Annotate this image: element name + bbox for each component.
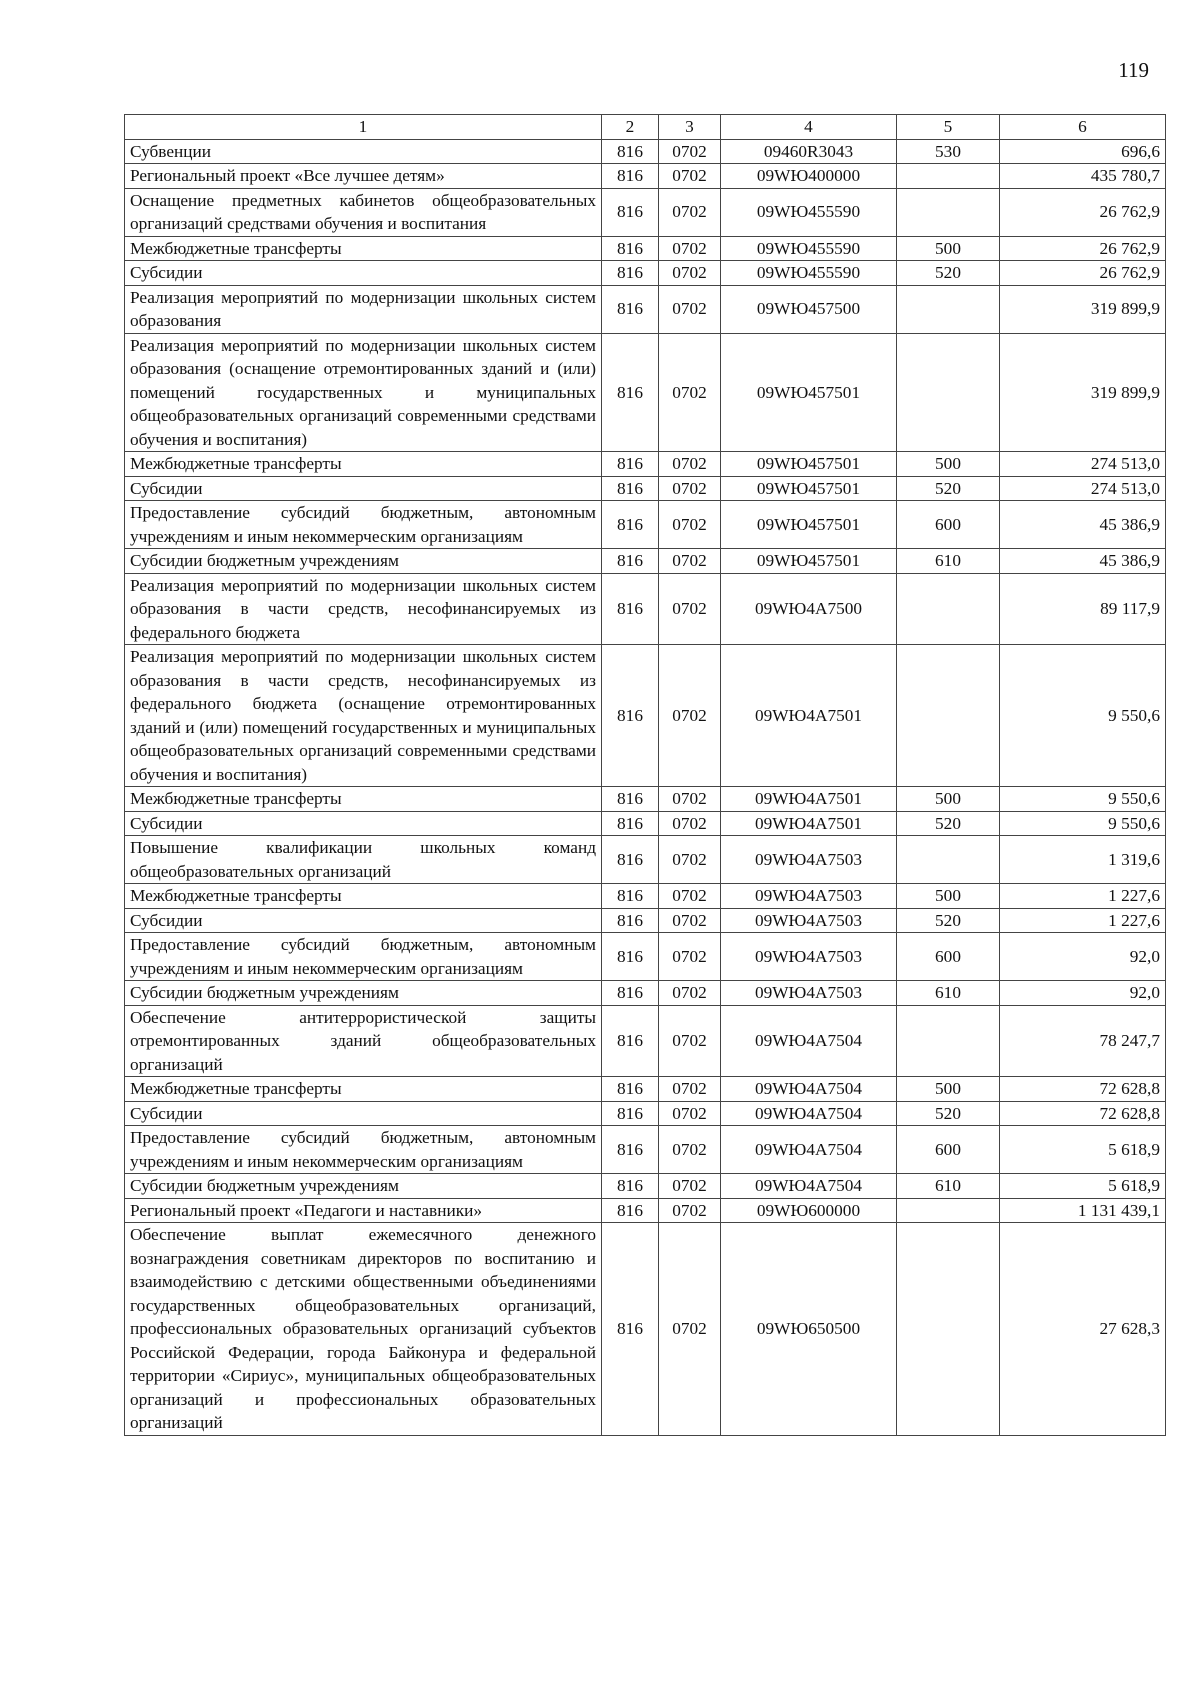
ministry-code-cell: 816 <box>602 573 659 645</box>
amount-cell: 319 899,9 <box>1000 285 1166 333</box>
ministry-code-cell: 816 <box>602 261 659 286</box>
section-code-cell: 0702 <box>659 1174 721 1199</box>
column-header: 6 <box>1000 115 1166 140</box>
amount-cell: 92,0 <box>1000 933 1166 981</box>
expense-kind-cell: 500 <box>897 236 1000 261</box>
amount-cell: 1 319,6 <box>1000 836 1166 884</box>
row-name-cell: Реализация мероприятий по модернизации школьных систем образования в части средств, несофинансируемых из федерального бюджета (оснащение отремонтированных зданий и (или) помещений государственных и муниципальных общеобразовательных организаций современными средствами обучения и воспитания) <box>125 645 602 787</box>
ministry-code-cell: 816 <box>602 1223 659 1436</box>
amount-cell: 274 513,0 <box>1000 476 1166 501</box>
row-name-cell: Субсидии бюджетным учреждениям <box>125 1174 602 1199</box>
section-code-cell: 0702 <box>659 1223 721 1436</box>
ministry-code-cell: 816 <box>602 188 659 236</box>
table-row <box>125 285 1166 333</box>
amount-cell: 9 550,6 <box>1000 811 1166 836</box>
ministry-code-cell: 816 <box>602 164 659 189</box>
amount-cell: 45 386,9 <box>1000 501 1166 549</box>
target-article-cell: 09460R3043 <box>721 139 897 164</box>
expense-kind-cell <box>897 573 1000 645</box>
ministry-code-cell: 816 <box>602 1198 659 1223</box>
expense-kind-cell: 520 <box>897 811 1000 836</box>
row-name-cell: Повышение квалификации школьных команд общеобразовательных организаций <box>125 836 602 884</box>
table-row <box>125 981 1166 1006</box>
expense-kind-cell: 500 <box>897 787 1000 812</box>
target-article-cell: 09WЮ4А7503 <box>721 981 897 1006</box>
amount-cell: 9 550,6 <box>1000 645 1166 787</box>
table-header-row <box>125 115 1166 140</box>
ministry-code-cell: 816 <box>602 884 659 909</box>
table-row <box>125 884 1166 909</box>
amount-cell: 45 386,9 <box>1000 549 1166 574</box>
row-name-cell: Межбюджетные трансферты <box>125 787 602 812</box>
column-header: 2 <box>602 115 659 140</box>
amount-cell: 27 628,3 <box>1000 1223 1166 1436</box>
expense-kind-cell <box>897 1005 1000 1077</box>
column-header: 4 <box>721 115 897 140</box>
target-article-cell: 09WЮ650500 <box>721 1223 897 1436</box>
amount-cell: 696,6 <box>1000 139 1166 164</box>
table-row <box>125 573 1166 645</box>
expense-kind-cell: 520 <box>897 261 1000 286</box>
target-article-cell: 09WЮ455590 <box>721 188 897 236</box>
row-name-cell: Предоставление субсидий бюджетным, автономным учреждениям и иным некоммерческим организациям <box>125 1126 602 1174</box>
target-article-cell: 09WЮ4А7503 <box>721 884 897 909</box>
row-name-cell: Межбюджетные трансферты <box>125 236 602 261</box>
target-article-cell: 09WЮ455590 <box>721 236 897 261</box>
row-name-cell: Межбюджетные трансферты <box>125 452 602 477</box>
table-row <box>125 1198 1166 1223</box>
section-code-cell: 0702 <box>659 285 721 333</box>
amount-cell: 5 618,9 <box>1000 1174 1166 1199</box>
ministry-code-cell: 816 <box>602 476 659 501</box>
table-row <box>125 811 1166 836</box>
amount-cell: 92,0 <box>1000 981 1166 1006</box>
target-article-cell: 09WЮ4А7503 <box>721 933 897 981</box>
section-code-cell: 0702 <box>659 549 721 574</box>
table-row <box>125 1126 1166 1174</box>
amount-cell: 319 899,9 <box>1000 333 1166 452</box>
ministry-code-cell: 816 <box>602 645 659 787</box>
row-name-cell: Субсидии <box>125 908 602 933</box>
amount-cell: 72 628,8 <box>1000 1101 1166 1126</box>
section-code-cell: 0702 <box>659 1077 721 1102</box>
row-name-cell: Субсидии бюджетным учреждениям <box>125 549 602 574</box>
table-row <box>125 787 1166 812</box>
target-article-cell: 09WЮ4А7504 <box>721 1126 897 1174</box>
expense-kind-cell <box>897 1198 1000 1223</box>
target-article-cell: 09WЮ455590 <box>721 261 897 286</box>
ministry-code-cell: 816 <box>602 1005 659 1077</box>
section-code-cell: 0702 <box>659 1198 721 1223</box>
target-article-cell: 09WЮ4А7500 <box>721 573 897 645</box>
table-row <box>125 164 1166 189</box>
section-code-cell: 0702 <box>659 139 721 164</box>
ministry-code-cell: 816 <box>602 981 659 1006</box>
column-header: 1 <box>125 115 602 140</box>
ministry-code-cell: 816 <box>602 1126 659 1174</box>
column-header: 3 <box>659 115 721 140</box>
expense-kind-cell: 500 <box>897 1077 1000 1102</box>
ministry-code-cell: 816 <box>602 908 659 933</box>
table-row <box>125 476 1166 501</box>
table-row <box>125 1101 1166 1126</box>
target-article-cell: 09WЮ400000 <box>721 164 897 189</box>
section-code-cell: 0702 <box>659 452 721 477</box>
row-name-cell: Субсидии <box>125 261 602 286</box>
expense-kind-cell <box>897 1223 1000 1436</box>
section-code-cell: 0702 <box>659 811 721 836</box>
section-code-cell: 0702 <box>659 1005 721 1077</box>
amount-cell: 435 780,7 <box>1000 164 1166 189</box>
table-body <box>125 139 1166 1435</box>
amount-cell: 26 762,9 <box>1000 188 1166 236</box>
section-code-cell: 0702 <box>659 836 721 884</box>
target-article-cell: 09WЮ4А7503 <box>721 908 897 933</box>
target-article-cell: 09WЮ457501 <box>721 452 897 477</box>
target-article-cell: 09WЮ457501 <box>721 549 897 574</box>
target-article-cell: 09WЮ457501 <box>721 501 897 549</box>
ministry-code-cell: 816 <box>602 285 659 333</box>
target-article-cell: 09WЮ4А7504 <box>721 1077 897 1102</box>
row-name-cell: Обеспечение антитеррористической защиты отремонтированных зданий общеобразовательных организаций <box>125 1005 602 1077</box>
section-code-cell: 0702 <box>659 981 721 1006</box>
ministry-code-cell: 816 <box>602 139 659 164</box>
row-name-cell: Обеспечение выплат ежемесячного денежного вознаграждения советникам директоров по воспитанию и взаимодействию с детскими общественными объединениями государственных общеобразовательных организаций, профессиональных образовательных организаций субъектов Российской Федерации, города Байконура и федеральной территории «Сириус», муниципальных общеобразовательных организаций и профессиональных образовательных организаций <box>125 1223 602 1436</box>
table-row <box>125 261 1166 286</box>
section-code-cell: 0702 <box>659 908 721 933</box>
row-name-cell: Субсидии <box>125 811 602 836</box>
table-row <box>125 333 1166 452</box>
expense-kind-cell: 500 <box>897 452 1000 477</box>
page-number: 119 <box>1118 58 1149 82</box>
table-row <box>125 933 1166 981</box>
expense-kind-cell: 500 <box>897 884 1000 909</box>
target-article-cell: 09WЮ4А7503 <box>721 836 897 884</box>
target-article-cell: 09WЮ4А7504 <box>721 1005 897 1077</box>
section-code-cell: 0702 <box>659 188 721 236</box>
table-row <box>125 1223 1166 1436</box>
table-row <box>125 1077 1166 1102</box>
expense-kind-cell: 610 <box>897 981 1000 1006</box>
row-name-cell: Субсидии <box>125 1101 602 1126</box>
amount-cell: 9 550,6 <box>1000 787 1166 812</box>
table-row <box>125 452 1166 477</box>
expense-kind-cell <box>897 836 1000 884</box>
amount-cell: 72 628,8 <box>1000 1077 1166 1102</box>
table-row <box>125 1174 1166 1199</box>
ministry-code-cell: 816 <box>602 452 659 477</box>
ministry-code-cell: 816 <box>602 811 659 836</box>
section-code-cell: 0702 <box>659 164 721 189</box>
target-article-cell: 09WЮ4А7501 <box>721 645 897 787</box>
section-code-cell: 0702 <box>659 236 721 261</box>
amount-cell: 1 227,6 <box>1000 908 1166 933</box>
row-name-cell: Субвенции <box>125 139 602 164</box>
ministry-code-cell: 816 <box>602 236 659 261</box>
target-article-cell: 09WЮ4А7504 <box>721 1101 897 1126</box>
row-name-cell: Предоставление субсидий бюджетным, автономным учреждениям и иным некоммерческим организациям <box>125 501 602 549</box>
row-name-cell: Региональный проект «Педагоги и наставники» <box>125 1198 602 1223</box>
table-row <box>125 908 1166 933</box>
expense-kind-cell: 600 <box>897 933 1000 981</box>
target-article-cell: 09WЮ4А7504 <box>721 1174 897 1199</box>
section-code-cell: 0702 <box>659 884 721 909</box>
amount-cell: 26 762,9 <box>1000 236 1166 261</box>
expense-kind-cell <box>897 285 1000 333</box>
row-name-cell: Межбюджетные трансферты <box>125 1077 602 1102</box>
expense-kind-cell: 600 <box>897 501 1000 549</box>
ministry-code-cell: 816 <box>602 1101 659 1126</box>
expense-kind-cell <box>897 164 1000 189</box>
expense-kind-cell: 610 <box>897 1174 1000 1199</box>
expense-kind-cell: 520 <box>897 1101 1000 1126</box>
row-name-cell: Оснащение предметных кабинетов общеобразовательных организаций средствами обучения и воспитания <box>125 188 602 236</box>
expense-kind-cell <box>897 645 1000 787</box>
ministry-code-cell: 816 <box>602 933 659 981</box>
column-header: 5 <box>897 115 1000 140</box>
table-row <box>125 1005 1166 1077</box>
table-row <box>125 645 1166 787</box>
row-name-cell: Предоставление субсидий бюджетным, автономным учреждениям и иным некоммерческим организациям <box>125 933 602 981</box>
section-code-cell: 0702 <box>659 933 721 981</box>
row-name-cell: Реализация мероприятий по модернизации школьных систем образования <box>125 285 602 333</box>
amount-cell: 78 247,7 <box>1000 1005 1166 1077</box>
row-name-cell: Реализация мероприятий по модернизации школьных систем образования в части средств, несофинансируемых из федерального бюджета <box>125 573 602 645</box>
ministry-code-cell: 816 <box>602 1077 659 1102</box>
expense-kind-cell <box>897 188 1000 236</box>
section-code-cell: 0702 <box>659 501 721 549</box>
section-code-cell: 0702 <box>659 573 721 645</box>
expense-kind-cell: 530 <box>897 139 1000 164</box>
row-name-cell: Региональный проект «Все лучшее детям» <box>125 164 602 189</box>
budget-table <box>124 114 1166 1436</box>
target-article-cell: 09WЮ457501 <box>721 333 897 452</box>
target-article-cell: 09WЮ457500 <box>721 285 897 333</box>
ministry-code-cell: 816 <box>602 787 659 812</box>
ministry-code-cell: 816 <box>602 836 659 884</box>
amount-cell: 26 762,9 <box>1000 261 1166 286</box>
target-article-cell: 09WЮ600000 <box>721 1198 897 1223</box>
table-row <box>125 549 1166 574</box>
section-code-cell: 0702 <box>659 261 721 286</box>
table-row <box>125 139 1166 164</box>
expense-kind-cell: 520 <box>897 476 1000 501</box>
section-code-cell: 0702 <box>659 476 721 501</box>
section-code-cell: 0702 <box>659 1126 721 1174</box>
amount-cell: 89 117,9 <box>1000 573 1166 645</box>
table-row <box>125 501 1166 549</box>
ministry-code-cell: 816 <box>602 1174 659 1199</box>
amount-cell: 274 513,0 <box>1000 452 1166 477</box>
target-article-cell: 09WЮ4А7501 <box>721 787 897 812</box>
row-name-cell: Межбюджетные трансферты <box>125 884 602 909</box>
row-name-cell: Реализация мероприятий по модернизации школьных систем образования (оснащение отремонтированных зданий и (или) помещений государственных и муниципальных общеобразовательных организаций современными средствами обучения и воспитания) <box>125 333 602 452</box>
section-code-cell: 0702 <box>659 333 721 452</box>
section-code-cell: 0702 <box>659 787 721 812</box>
amount-cell: 5 618,9 <box>1000 1126 1166 1174</box>
target-article-cell: 09WЮ4А7501 <box>721 811 897 836</box>
table-row <box>125 188 1166 236</box>
expense-kind-cell: 600 <box>897 1126 1000 1174</box>
ministry-code-cell: 816 <box>602 549 659 574</box>
amount-cell: 1 131 439,1 <box>1000 1198 1166 1223</box>
table-row <box>125 236 1166 261</box>
row-name-cell: Субсидии бюджетным учреждениям <box>125 981 602 1006</box>
target-article-cell: 09WЮ457501 <box>721 476 897 501</box>
ministry-code-cell: 816 <box>602 501 659 549</box>
expense-kind-cell: 610 <box>897 549 1000 574</box>
section-code-cell: 0702 <box>659 645 721 787</box>
expense-kind-cell: 520 <box>897 908 1000 933</box>
row-name-cell: Субсидии <box>125 476 602 501</box>
table-row <box>125 836 1166 884</box>
section-code-cell: 0702 <box>659 1101 721 1126</box>
amount-cell: 1 227,6 <box>1000 884 1166 909</box>
ministry-code-cell: 816 <box>602 333 659 452</box>
expense-kind-cell <box>897 333 1000 452</box>
